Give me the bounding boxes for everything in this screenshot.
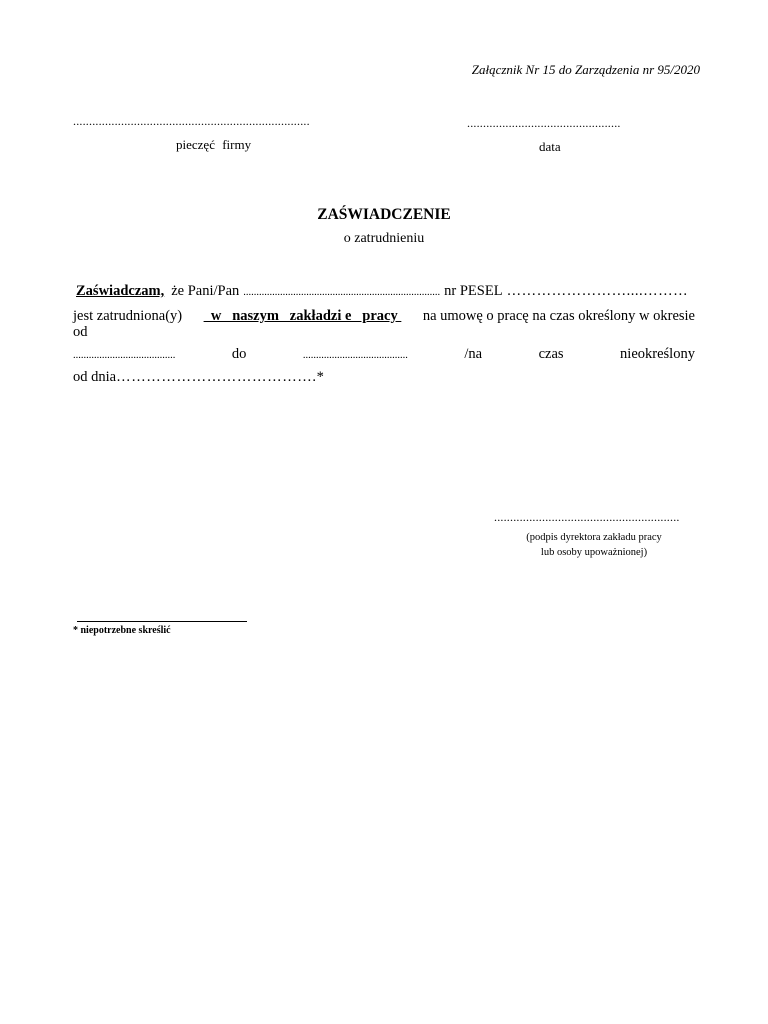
footnote-text: * niepotrzebne skreślić [73,625,171,636]
period-end-field: ........................................ [302,350,408,361]
indefinite-word-time: czas [538,346,564,362]
indefinite-word: nieokreślony [620,346,695,362]
person-name-field: ........................................................................... [243,287,441,298]
document-subtitle: o zatrudnieniu [343,231,425,246]
pesel-field: ……………………....……… [506,283,689,299]
employer-text: w naszym zakładzi e pracy [203,308,402,324]
person-prefix: że Pani/Pan [171,283,240,299]
certify-word: Zaświadczam, [76,283,165,299]
company-stamp-label: pieczęć firmy [176,137,252,152]
start-date-label: od dnia [73,369,117,385]
footnote-divider [77,621,247,622]
indefinite-slash: /na [464,346,483,362]
start-date-asterisk: * [316,369,324,385]
contract-text: na umowę o pracę na czas określony w okresie [422,308,695,324]
company-stamp-field: .......................................................................... [73,114,310,128]
signature-field: .......................................................... [494,510,680,524]
period-line [73,346,695,363]
period-from-label: od [73,324,88,340]
pesel-label: nr PESEL [444,283,503,299]
employed-prefix: jest zatrudniona(y) [73,308,183,324]
document-title: ZAŚWIADCZENIE [317,206,451,223]
date-field: ................................................ [467,116,621,130]
signature-caption [494,530,694,560]
period-to-label: do [231,346,247,362]
period-start-field: ....................................... [73,350,176,361]
start-date-field: …………………………………. [116,369,317,385]
employment-line [73,308,695,325]
signature-caption-line2: lub osoby upoważnionej) [540,547,648,558]
certification-line [73,283,695,300]
start-date-line [73,369,324,386]
date-label: data [539,139,561,154]
signature-caption-line1: (podpis dyrektora zakładu pracy [526,532,662,543]
annex-reference: Załącznik Nr 15 do Zarządzenia nr 95/2020 [471,62,700,77]
